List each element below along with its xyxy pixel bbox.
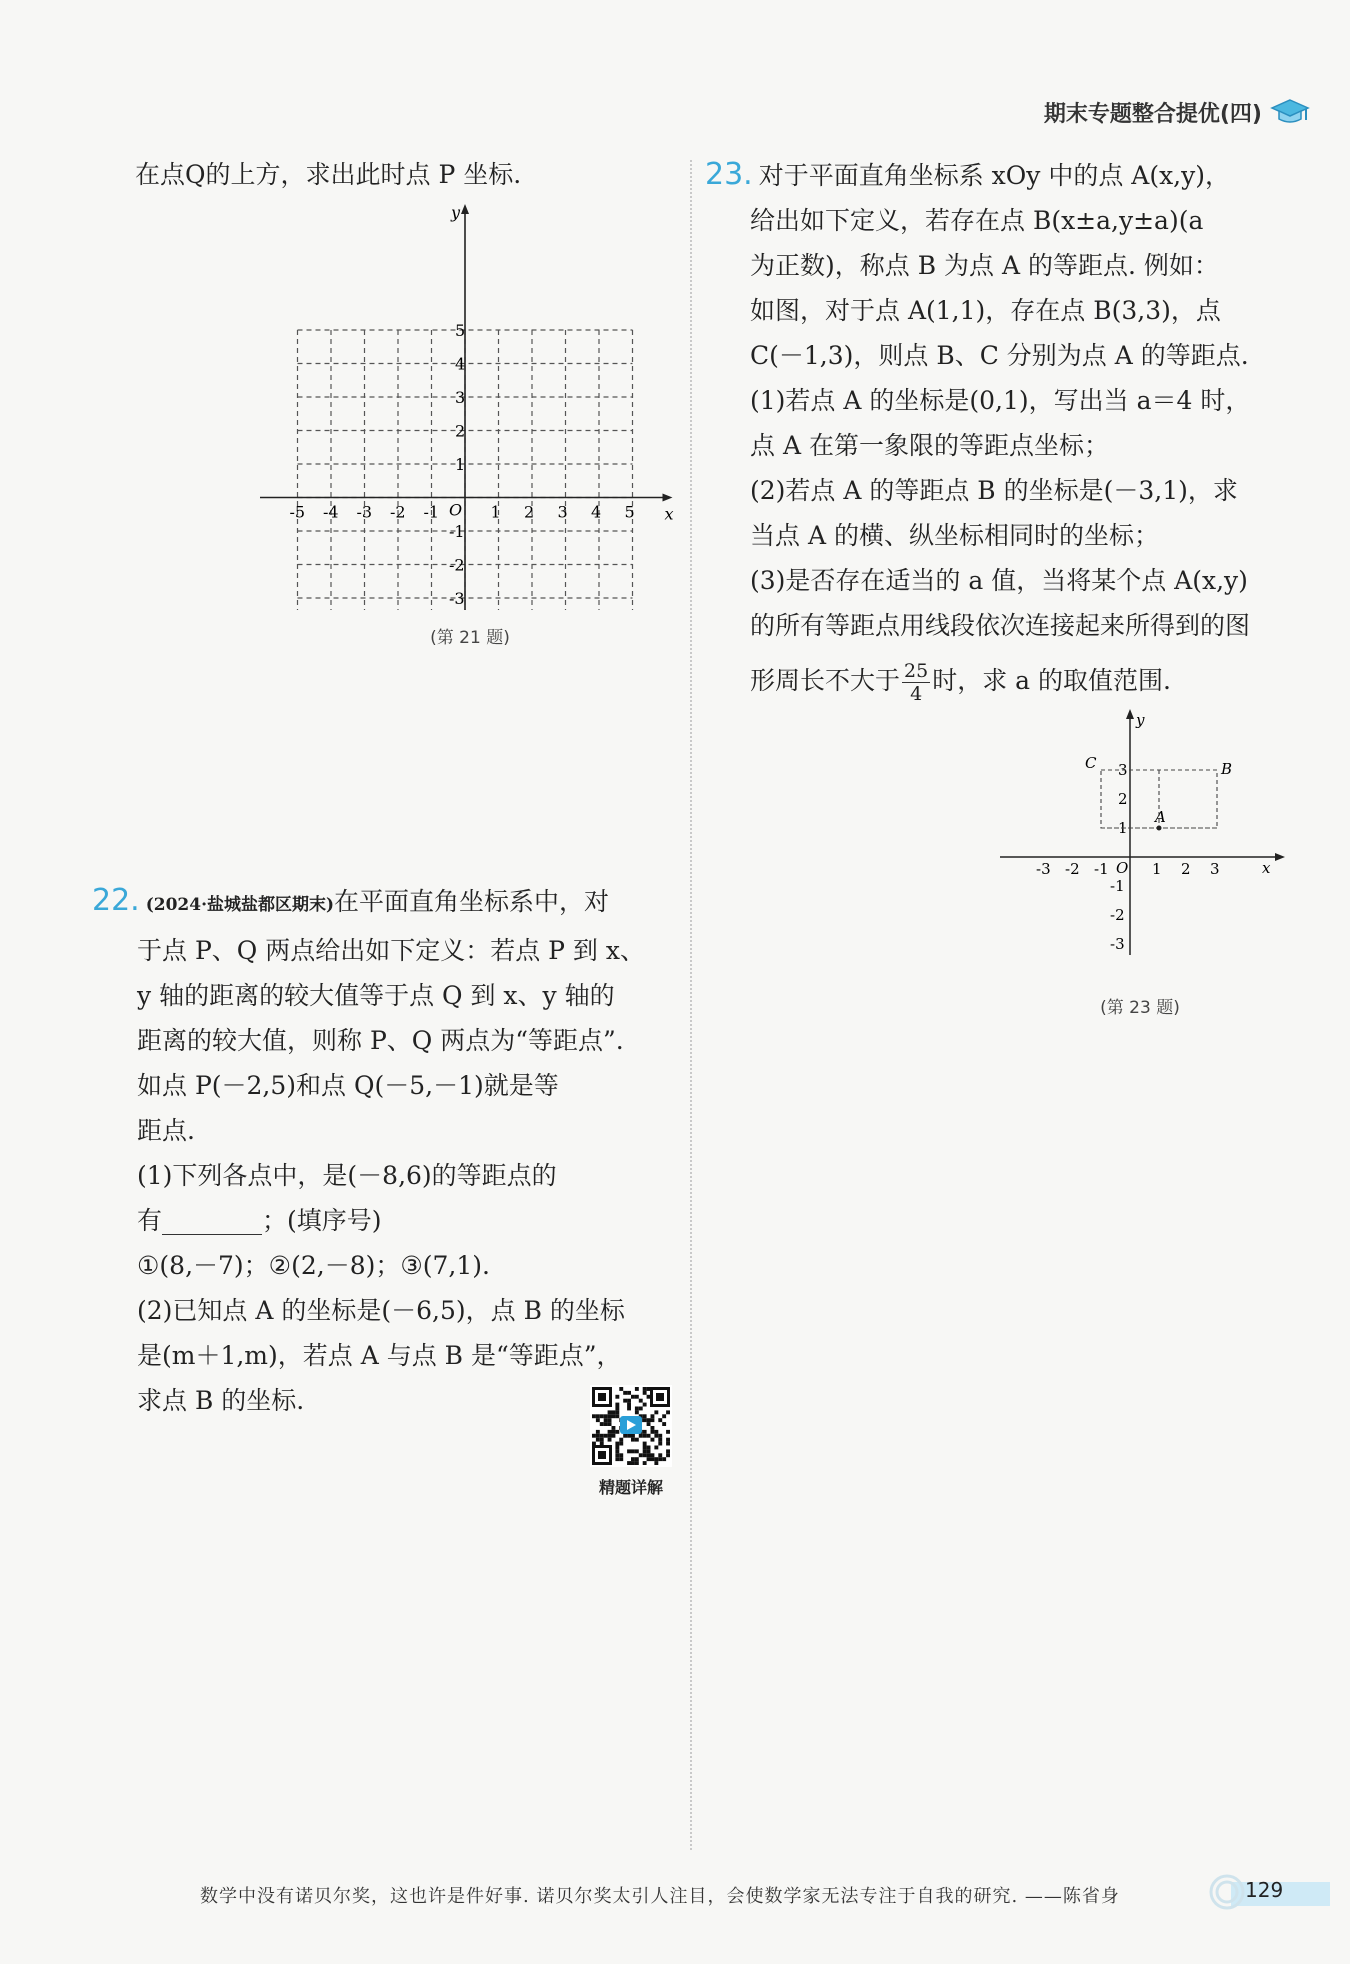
y-axis-label: y [451, 203, 461, 222]
q23-coordinate-graph [990, 705, 1290, 965]
qr-module [647, 1434, 651, 1438]
qr-module [592, 1414, 596, 1418]
q23-line-8: 当点 A 的横、纵坐标相同时的坐标； [750, 521, 1159, 550]
footer-quote: 数学中没有诺贝尔奖，这也许是件好事. 诺贝尔奖太引人注目，会使数学家无法专注于自我的研究. ——陈省身 [200, 1886, 1120, 1907]
y-tick-label: 3 [455, 388, 466, 407]
y-tick-label: 2 [1118, 790, 1128, 808]
point-a-marker [1157, 826, 1162, 831]
q22-line-0: 在平面直角坐标系中，对 [334, 887, 610, 916]
qr-module [647, 1387, 651, 1391]
qr-module [647, 1457, 651, 1461]
qr-module [615, 1446, 619, 1450]
q22-line-1: 于点 P、Q 两点给出如下定义：若点 P 到 x、 [137, 936, 645, 965]
qr-module [647, 1446, 651, 1450]
qr-module [627, 1399, 631, 1403]
qr-module [596, 1430, 600, 1434]
point-a-label: A [1155, 808, 1166, 826]
qr-module [666, 1410, 670, 1414]
qr-module [658, 1442, 662, 1446]
qr-module [647, 1418, 651, 1422]
frac-numerator: 25 [904, 660, 929, 682]
qr-module [608, 1418, 612, 1422]
q22-block [92, 878, 682, 1423]
qr-module [647, 1395, 651, 1399]
x-tick-label: 2 [524, 502, 535, 522]
y-tick-label: -2 [1110, 906, 1125, 924]
y-tick-label: -2 [449, 555, 465, 575]
x-tick-label: 1 [1152, 860, 1162, 878]
page-header [1044, 96, 1310, 128]
header-title: 期末专题整合提优(四) [1043, 101, 1262, 127]
qr-module [635, 1387, 639, 1391]
qr-module [662, 1414, 666, 1418]
qr-module [600, 1434, 604, 1438]
y-axis-label: y [1136, 711, 1145, 729]
qr-module [635, 1407, 639, 1411]
qr-module [651, 1414, 655, 1418]
column-divider [690, 160, 692, 1850]
graduation-cap-icon [1270, 96, 1310, 128]
qr-module [643, 1418, 647, 1422]
qr-module [627, 1449, 631, 1453]
x-tick-label: -3 [356, 502, 373, 522]
qr-module [666, 1442, 670, 1446]
q23-line-5: (1)若点 A 的坐标是(0,1)，写出当 a＝4 时， [750, 386, 1251, 415]
x-axis-label: x [664, 504, 674, 524]
q22-part2-2: 求点 B 的坐标. [137, 1386, 305, 1415]
frac-denominator: 4 [910, 683, 923, 705]
qr-module [615, 1403, 619, 1407]
qr-module [643, 1461, 647, 1465]
qr-module [643, 1403, 647, 1407]
q22-part1-a: (1)下列各点中，是(－8,6)的等距点的 [137, 1161, 557, 1190]
qr-module [635, 1410, 639, 1414]
q23-line-4: C(－1,3)，则点 B、C 分别为点 A 的等距点. [750, 341, 1249, 370]
qr-module [612, 1434, 616, 1438]
qr-module [647, 1449, 651, 1453]
q22-options: ①(8,－7)；②(2,－8)；③(7,1). [137, 1251, 490, 1280]
x-tick-label: -2 [390, 502, 406, 522]
qr-module [643, 1387, 647, 1391]
q21-caption: (第 21 题) [430, 628, 510, 648]
qr-module [596, 1418, 600, 1422]
q22-number: 22. [92, 883, 140, 918]
qr-module [608, 1438, 612, 1442]
x-tick-label: 3 [557, 502, 568, 522]
qr-module [651, 1453, 655, 1457]
qr-module [612, 1414, 616, 1418]
q23-line-7: (2)若点 A 的等距点 B 的坐标是(－3,1)，求 [750, 476, 1238, 505]
qr-module [651, 1438, 655, 1442]
y-tick-label: -3 [449, 589, 465, 608]
q23-line-9: (3)是否存在适当的 a 值，当将某个点 A(x,y) [750, 566, 1248, 595]
q23-fraction [902, 660, 930, 705]
q23-line-3: 如图，对于点 A(1,1)，存在点 B(3,3)，点 [750, 296, 1221, 325]
qr-module [600, 1414, 604, 1418]
qr-module [608, 1430, 612, 1434]
qr-module [666, 1438, 670, 1442]
q23-block [705, 152, 1295, 705]
qr-module [654, 1457, 658, 1461]
qr-module [643, 1391, 647, 1395]
qr-module [654, 1434, 658, 1438]
q22-part2-1: 是(m＋1,m)，若点 A 与点 B 是“等距点”， [137, 1341, 622, 1370]
qr-module [643, 1442, 647, 1446]
qr-finder-core [598, 1393, 606, 1401]
qr-module [658, 1453, 662, 1457]
qr-module [647, 1422, 651, 1426]
qr-module [596, 1438, 600, 1442]
qr-module [612, 1410, 616, 1414]
x-tick-label: -5 [289, 502, 306, 522]
qr-module [651, 1418, 655, 1422]
q22-line-5: 距点. [137, 1116, 195, 1145]
x-tick-label: -1 [1094, 860, 1109, 878]
qr-module [619, 1438, 623, 1442]
qr-module [627, 1391, 631, 1395]
qr-module [658, 1438, 662, 1442]
q21-tail-text [135, 152, 675, 197]
x-tick-label: -3 [1036, 860, 1051, 878]
qr-module [600, 1422, 604, 1426]
qr-module [631, 1395, 635, 1399]
qr-module [654, 1461, 658, 1465]
q23-number: 23. [705, 157, 753, 192]
qr-module [639, 1399, 643, 1403]
qr-module [615, 1407, 619, 1411]
q22-answer-blank[interactable] [162, 1206, 262, 1235]
q23-caption: (第 23 题) [1100, 998, 1180, 1018]
x-tick-label: 3 [1210, 860, 1220, 878]
qr-module [596, 1434, 600, 1438]
x-tick-label: -2 [1065, 860, 1080, 878]
q23-line-2: 为正数)，称点 B 为点 A 的等距点. 例如： [750, 251, 1219, 280]
qr-module [658, 1418, 662, 1422]
qr-module [654, 1430, 658, 1434]
qr-module [615, 1442, 619, 1446]
y-axis-arrow [461, 204, 469, 214]
qr-module [635, 1438, 639, 1442]
qr-module [600, 1438, 604, 1442]
page-number: 129 [1245, 1878, 1284, 1902]
qr-module [666, 1430, 670, 1434]
qr-module [619, 1387, 623, 1391]
q22-part1-b-pre: 有 [137, 1206, 163, 1235]
qr-module [662, 1422, 666, 1426]
qr-module [658, 1434, 662, 1438]
qr-module [608, 1410, 612, 1414]
qr-module [639, 1453, 643, 1457]
qr-module [643, 1414, 647, 1418]
qr-module [615, 1457, 619, 1461]
q22-part2-0: (2)已知点 A 的坐标是(－6,5)，点 B 的坐标 [137, 1296, 625, 1325]
qr-module [631, 1449, 635, 1453]
qr-module [643, 1430, 647, 1434]
qr-module [592, 1434, 596, 1438]
qr-module [662, 1457, 666, 1461]
qr-module [639, 1434, 643, 1438]
q22-line-4: 如点 P(－2,5)和点 Q(－5,－1)就是等 [137, 1071, 559, 1100]
y-tick-label: -3 [1110, 935, 1125, 953]
q23-line-0: 对于平面直角坐标系 xOy 中的点 A(x,y)， [758, 161, 1231, 190]
qr-module [635, 1461, 639, 1465]
qr-module [654, 1446, 658, 1450]
qr-module [631, 1457, 635, 1461]
qr-finder-core [598, 1451, 606, 1459]
y-tick-label: -1 [449, 522, 465, 541]
y-tick-label: 5 [455, 321, 466, 340]
q23-line-10: 的所有等距点用线段依次连接起来所得到的图 [750, 611, 1251, 640]
qr-module [623, 1391, 627, 1395]
qr-module [651, 1430, 655, 1434]
y-axis-arrow [1126, 709, 1134, 719]
qr-module [615, 1430, 619, 1434]
x-tick-label: 1 [490, 502, 501, 522]
qr-module [627, 1403, 631, 1407]
qr-module [623, 1399, 627, 1403]
point-c-label: C [1085, 754, 1097, 772]
q23-line-1: 给出如下定义，若存在点 B(x±a,y±a)(a [750, 206, 1204, 235]
y-tick-label: 3 [1118, 761, 1128, 779]
qr-module [615, 1414, 619, 1418]
x-tick-label: -4 [323, 502, 339, 522]
qr-module [666, 1453, 670, 1457]
qr-module [615, 1395, 619, 1399]
q23-last-post: 时，求 a 的取值范围. [932, 666, 1171, 695]
qr-module [643, 1453, 647, 1457]
qr-module [596, 1414, 600, 1418]
qr-module [612, 1426, 616, 1430]
origin-label: O [1116, 859, 1129, 877]
qr-module [627, 1434, 631, 1438]
qr-module [608, 1434, 612, 1438]
qr-module [631, 1438, 635, 1442]
q22-source: (2024·盐城盐都区期末) [145, 895, 335, 915]
qr-module [608, 1414, 612, 1418]
qr-module [619, 1442, 623, 1446]
qr-module [651, 1426, 655, 1430]
origin-label: O [449, 500, 463, 520]
x-tick-label: 2 [1181, 860, 1191, 878]
x-axis-label: x [1262, 859, 1271, 877]
qr-module [612, 1430, 616, 1434]
qr-module [608, 1422, 612, 1426]
qr-module [635, 1449, 639, 1453]
qr-module [627, 1407, 631, 1411]
qr-finder-core [656, 1393, 664, 1401]
q23-last-pre: 形周长不大于 [750, 666, 901, 695]
q23-line-6: 点 A 在第一象限的等距点坐标； [750, 431, 1109, 460]
qr-module [592, 1442, 596, 1446]
q21-tail-line: 在点Q的上方，求出此时点 P 坐标. [135, 160, 522, 189]
qr-module [604, 1434, 608, 1438]
qr-module [627, 1461, 631, 1465]
y-tick-label: 1 [455, 455, 466, 474]
qr-module [658, 1457, 662, 1461]
qr-module [619, 1457, 623, 1461]
q21-coordinate-grid [255, 200, 685, 610]
qr-module [631, 1434, 635, 1438]
qr-module [615, 1453, 619, 1457]
qr-module [600, 1442, 604, 1446]
point-b-label: B [1221, 760, 1233, 778]
qr-module [631, 1461, 635, 1465]
x-tick-label: -1 [423, 502, 440, 522]
x-axis-arrow [663, 494, 673, 502]
qr-code[interactable] [590, 1385, 672, 1467]
qr-label: 精题详解 [598, 1478, 663, 1497]
x-axis-arrow [1275, 853, 1285, 861]
y-tick-label: -1 [1110, 877, 1125, 895]
qr-module [604, 1422, 608, 1426]
q22-line-2: y 轴的距离的较大值等于点 Q 到 x、y 轴的 [137, 981, 615, 1010]
y-tick-label: 1 [1118, 819, 1128, 837]
qr-module [615, 1410, 619, 1414]
y-tick-label: 2 [455, 421, 466, 441]
q22-part1-b-post: ；(填序号) [262, 1206, 382, 1235]
qr-module [615, 1449, 619, 1453]
qr-module [635, 1457, 639, 1461]
qr-module [635, 1395, 639, 1399]
qr-module [666, 1449, 670, 1453]
qr-module [639, 1407, 643, 1411]
qr-module [643, 1446, 647, 1450]
qr-module [643, 1449, 647, 1453]
qr-module [604, 1414, 608, 1418]
x-tick-label: 5 [624, 502, 635, 522]
qr-module [651, 1457, 655, 1461]
y-tick-label: 4 [455, 354, 466, 374]
qr-module [643, 1434, 647, 1438]
qr-module [619, 1453, 623, 1457]
q22-line-3: 距离的较大值，则称 P、Q 两点为“等距点”. [137, 1026, 624, 1055]
qr-module [647, 1453, 651, 1457]
qr-module [604, 1418, 608, 1422]
qr-module [623, 1434, 627, 1438]
x-tick-label: 4 [591, 502, 602, 522]
qr-module [654, 1410, 658, 1414]
